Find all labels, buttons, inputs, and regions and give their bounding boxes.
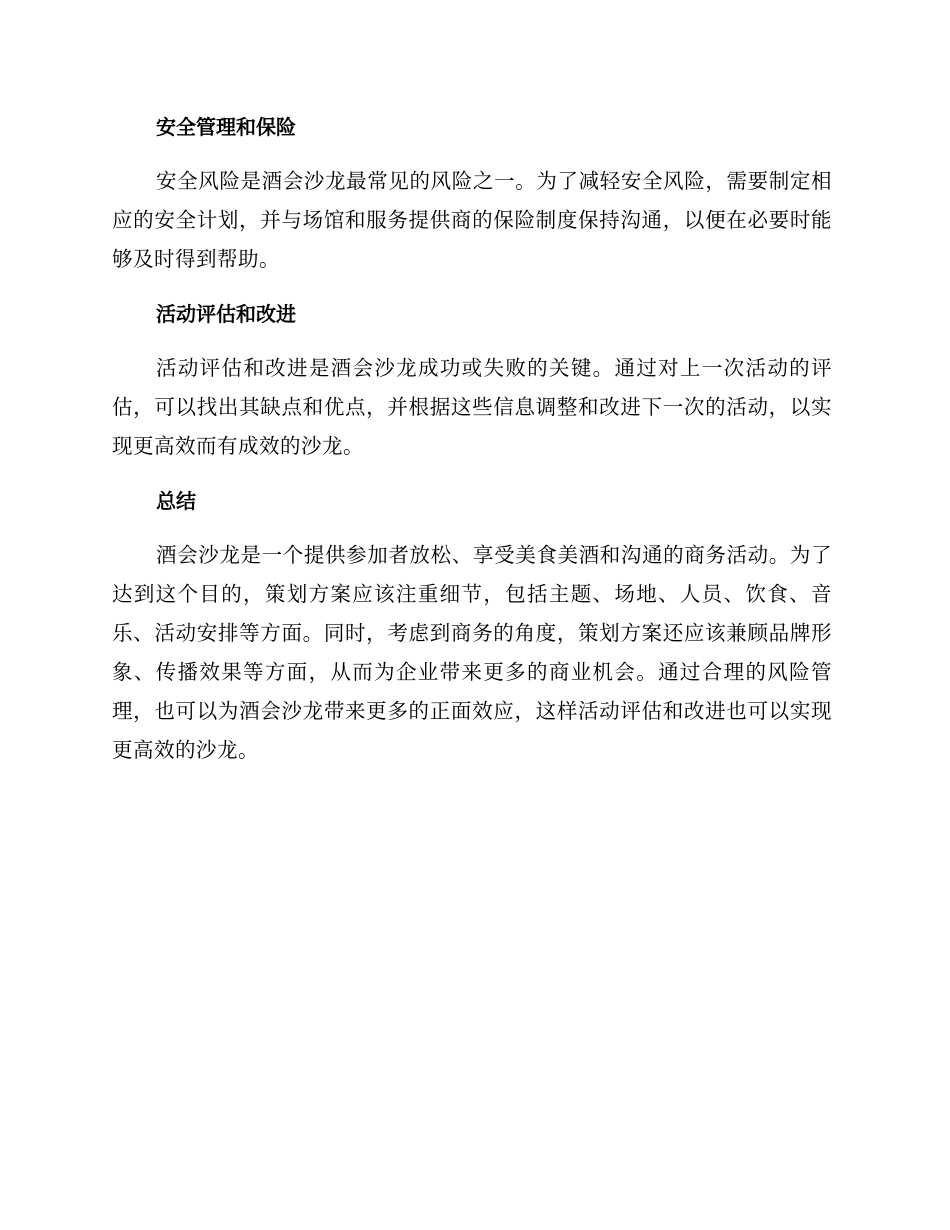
section-paragraph-summary: 酒会沙龙是一个提供参加者放松、享受美食美酒和沟通的商务活动。为了达到这个目的，策划方案应该注重细节，包括主题、场地、人员、饮食、音乐、活动安排等方面。同时，考虑到商务的角度，策划方案还应该兼顾品牌形象、传播效果等方面，从而为企业带来更多的商业机会。通过合理的风险管理，也可以为酒会沙龙带来更多的正面效应，这样活动评估和改进也可以实现更高效的沙龙。: [112, 543, 832, 762]
section-heading-summary: 总结: [156, 489, 196, 513]
section-paragraph-safety: 安全风险是酒会沙龙最常见的风险之一。为了减轻安全风险，需要制定相应的安全计划，并与场馆和服务提供商的保险制度保持沟通，以便在必要时能够及时得到帮助。: [112, 169, 832, 271]
section-paragraph-evaluation: 活动评估和改进是酒会沙龙成功或失败的关键。通过对上一次活动的评估，可以找出其缺点和优点，并根据这些信息调整和改进下一次的活动，以实现更高效而有成效的沙龙。: [112, 356, 832, 458]
section-heading-safety: 安全管理和保险: [156, 115, 296, 139]
section-heading-evaluation: 活动评估和改进: [156, 302, 296, 326]
